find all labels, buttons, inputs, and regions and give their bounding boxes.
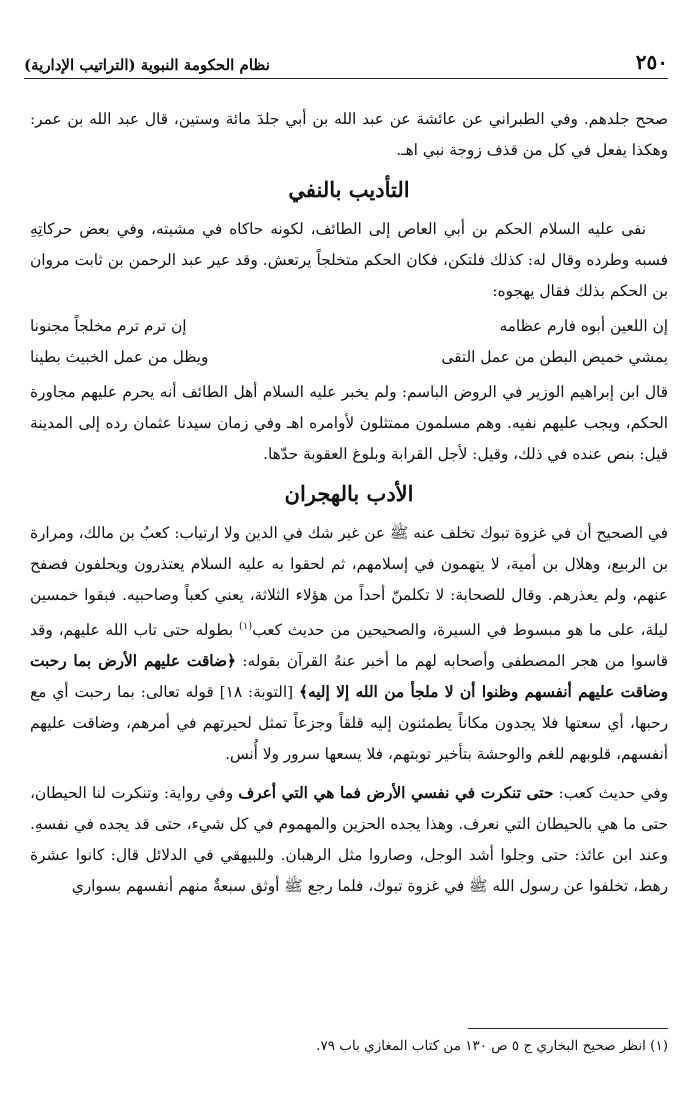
- intro-paragraph: صحح جلدهم. وفي الطبراني عن عائشة عن عبد الله بن أبي جلدَ مائة وستين، قال عبد الله بن عمر: وهكذا يفعل في كل من قذف زوجة نبي اهـ.: [30, 110, 668, 159]
- footnote-1: (١) انظر صحيح البخاري ج ٥ ص ١٣٠ من كتاب المغازي باب ٧٩.: [316, 1038, 668, 1054]
- exile-paragraph-2: قال ابن إبراهيم الوزير في الروض الباسم: ولم يخبر عليه السلام أهل الطائف أنه يحرم عليهم مجاورة الحكم، ويجب عليهم نفيه. وهم مسلمون ممتثلون لأوامره اهـ وفي زمان سيدنا عثمان رده إلى المدينة قيل: بنص عنده في ذلك، وقيل: لأجل القرابة وبلوغ العقوبة حدّها.: [30, 383, 668, 463]
- boycott-text-c: [التوبة: ١٨] قوله تعالى: بما رحبت أي مع رحبها، أي سعتها فلا يجدون مكاناً يطمئنون إليه قلقاً وجزعاً تمثل لحيرتهم في أمرهم، وضاقت عليهم أنفسهم، قلوبهم للغم والوحشة بتأخير توبتهم، فلا يسعها سرور ولا أُنس.: [30, 683, 668, 764]
- quran-verse: ﴿ضاقت عليهم الأرض بما رحبت وضاقت عليهم أنفسهم وظنوا أن لا ملجأ من الله إلا إليه﴾: [30, 652, 669, 702]
- boycott-paragraph-1: [30, 518, 668, 770]
- paragraph-gap: [30, 770, 668, 778]
- footnote-reference: (١): [238, 621, 253, 632]
- poem: [30, 311, 668, 373]
- section-heading-boycott: الأدب بالهجران: [284, 481, 414, 506]
- running-title: نظام الحكومة النبوية (التراتيب الإدارية): [24, 56, 270, 74]
- poem-verse: [30, 311, 668, 342]
- hadith-quote: حتى تنكرت في نفسي الأرض فما هي التي أعرف: [238, 784, 554, 803]
- boycott-text-a: في الصحيح أن في غزوة تبوك تخلف عنه ﷺ عن غير شك في الدين ولا ارتياب: كعبُ بن مالك، ومرارة بن الربيع، وهلال بن أمية، لا يتهمون في إسلامهم، ثم لحقوا به عليه السلام يعتذرون ويحلفون فصفح عنهم، ولم يعذرهم. وقال للصحابة: لا تكلمنّ أحداً من هؤلاء الثلاثة، يعني كعباً وصاحبيه. فبقوا خمسين ليلة، على ما هو مبسوط في السيرة، والصحيحين من حديث كعب: [30, 524, 668, 640]
- verse-second-hemistich: إن ترم ترم مخلجاً مجنونا: [30, 317, 187, 335]
- footnote-divider: [468, 1028, 668, 1029]
- poem-verse: [30, 342, 668, 373]
- section-heading-exile: التأديب بالنفي: [288, 177, 410, 202]
- boycott-paragraph-2: [30, 778, 668, 902]
- page-body: [30, 104, 668, 902]
- boycott-text-b: بطوله حتى تاب الله عليهم، وقد قاسوا من هجر المصطفى وأصحابه لهم ما أخبر عنهُ القرآن بقوله:: [30, 621, 668, 671]
- boycott-lead: وفي حديث كعب:: [553, 784, 669, 803]
- page-number: ٢٥٠: [635, 50, 668, 74]
- verse-first-hemistich: يمشي خميص البطن من عمل التقى: [441, 348, 668, 366]
- boycott-text-d: وفي رواية: وتنكرت لنا الحيطان، حتى ما هي بالحيطان التي نعرف. وهذا يجده الحزين والمهموم في كل شيء، حتى قد يجده في نفسهِ. وعند ابن عائذ: حتى وجلوا أشد الوجل، وصاروا مثل الرهبان. وللبيهقي في الدلائل قال: كانوا عشرة رهط، تخلفوا عن رسول الله ﷺ في غزوة تبوك، فلما رجع ﷺ أوثق سبعةٌ منهم أنفسهم بسواري: [30, 784, 668, 896]
- footnotes: [30, 1028, 668, 1059]
- verse-first-hemistich: إن اللعين أبوه فارم عظامه: [499, 317, 668, 335]
- verse-second-hemistich: ويظل من عمل الخبيث بطينا: [30, 348, 209, 366]
- exile-paragraph-1: نفى عليه السلام الحكم بن أبي العاص إلى الطائف، لكونه حاكاه في مشيته، وفي بعض حركاتِهِ فسبه وطرده وقال له: كذلك فلتكن، فكان الحكم متخلجاً يرتعش. وقد عير عبد الرحمن بن ثابت مروان بن الحكم بذلك فقال يهجوه:: [30, 220, 668, 300]
- running-header: [24, 42, 668, 79]
